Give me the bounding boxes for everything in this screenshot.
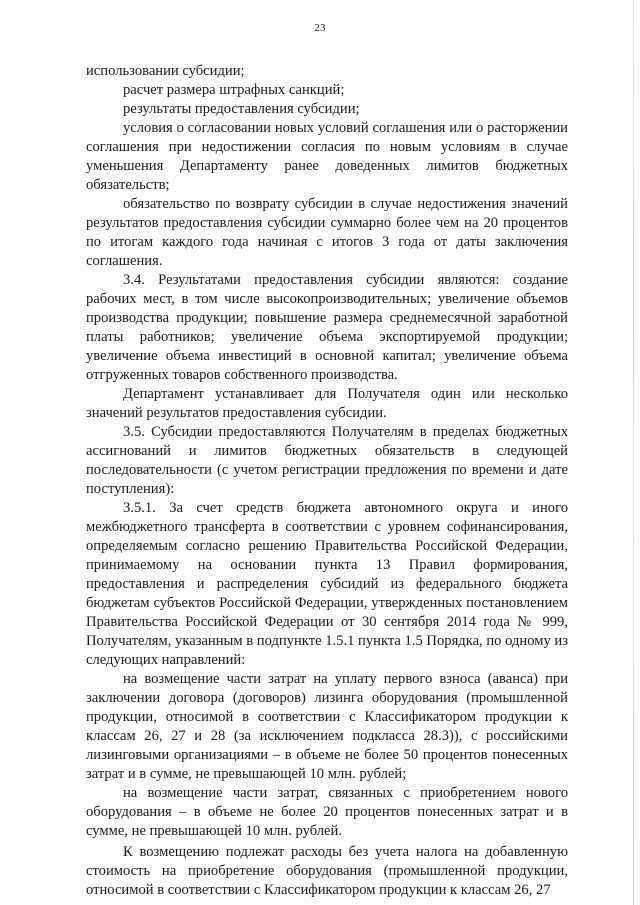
paragraph-section-3-4: 3.4. Результатами предоставления субсидии являются: создание рабочих мест, в том числе высокопроизводительных; увеличение объемов производства продукции; повышение размера среднемесячной заработной платы работников; увеличение объема экспортируемой продукции; увеличение объема инвестиций в основной капитал; увеличение объема отгруженных товаров собственного производства. [86, 272, 568, 383]
document-body [86, 62, 568, 900]
paragraph-leasing-reimbursement: на возмещение части затрат на уплату первого взноса (аванса) при заключении договора (договоров) лизинга оборудования (промышленной продукции, относимой в соответствии с Классификатором продукции к классам 26, 27 и 28 (за исключением подкласса 28.3)), с российскими лизинговыми организациями – в объеме не более 50 процентов понесенных затрат и в сумме, не превышающей 10 млн. рублей; [86, 671, 568, 782]
paragraph-penalty-calculation: расчет размера штрафных санкций; [123, 82, 345, 98]
paragraph-equipment-reimbursement: на возмещение части затрат, связанных с приобретением нового оборудования – в объеме не более 20 процентов понесенных затрат и в сумме, не превышающей 10 млн. рублей. [86, 785, 568, 839]
paragraph-refund-obligation: обязательство по возврату субсидии в случае недостижения значений результатов предоставления субсидии суммарно более чем на 20 процентов по итогам каждого года начиная с итогов 3 года от даты заключения соглашения. [86, 196, 568, 269]
scan-edge-line [633, 0, 634, 905]
paragraph-subsidy-use: использовании субсидии; [86, 63, 245, 79]
paragraph-agreement-conditions: условия о согласовании новых условий соглашения или о расторжении соглашения при недостижении согласия по новым условиям в случае уменьшения Департаменту ранее доведенных лимитов бюджетных обязательств; [86, 120, 568, 193]
paragraph-subsidy-results: результаты предоставления субсидии; [123, 101, 360, 117]
paragraph-section-3-5-1: 3.5.1. За счет средств бюджета автономного округа и иного межбюджетного трансферта в соответствии с уровнем софинансирования, определяемым согласно решению Правительства Российской Федерации, принимаемому на основании пункта 13 Правил формирования, предоставления и распределения субсидий из федерального бюджета бюджетам субъектов Российской Федерации, утвержденных постановлением Правительства Российской Федерации от 30 сентября 2014 года № 999, Получателям, указанным в подпункте 1.5.1 пункта 1.5 Порядка, по одному из следующих направлений: [86, 500, 568, 668]
page-number: 23 [314, 22, 326, 34]
paragraph-section-3-5: 3.5. Субсидии предоставляются Получателям в пределах бюджетных ассигнований и лимитов бюджетных обязательств в следующей последовательности (с учетом регистрации предложения по времени и дате поступления): [86, 424, 568, 497]
paragraph-reimbursable-expenses: К возмещению подлежат расходы без учета налога на добавленную стоимость на приобретение оборудования (промышленной продукции, относимой в соответствии с Классификатором продукции к классам 26, 27 [86, 844, 568, 898]
paragraph-department-values: Департамент устанавливает для Получателя один или несколько значений результатов предоставления субсидии. [86, 386, 568, 421]
